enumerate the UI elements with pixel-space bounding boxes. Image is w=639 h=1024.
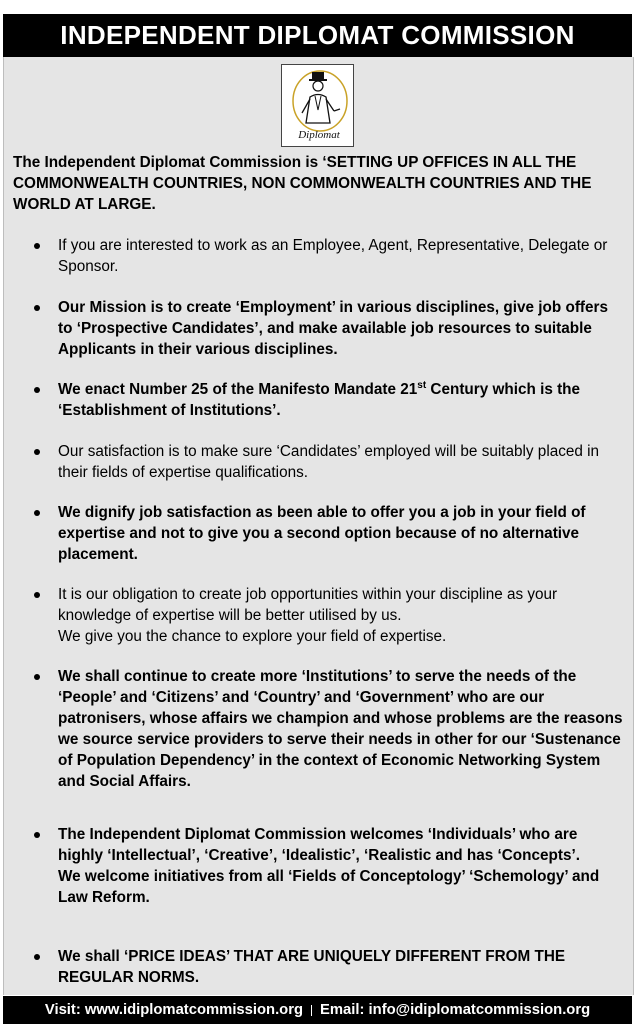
bullet-icon [34, 305, 40, 311]
list-item-text: We enact Number 25 of the Manifesto Mandate 21st Century which is the ‘Establishment of Institutions’. [58, 380, 581, 419]
footer-bar [3, 996, 632, 1024]
bullet-icon [34, 592, 40, 598]
header-banner [3, 14, 632, 57]
list-item [34, 502, 624, 565]
intro-statement: The Independent Diplomat Commission is ‘SETTING UP OFFICES IN ALL THE COMMONWEALTH COUNTRIES, NON COMMONWEALTH COUNTRIES AND THE WORLD AT LARGE. [13, 154, 592, 213]
list-item-text: Our satisfaction is to make sure ‘Candidates’ employed will be suitably placed in their fields of expertise qualifications. [58, 443, 600, 481]
list-item-text: It is our obligation to create job opportunities within your discipline as your knowledge of expertise will be better utilised by us. We give you the chance to explore your field of expertise. [58, 586, 558, 645]
list-item-text: If you are interested to work as an Employee, Agent, Representative, Delegate or Sponsor. [58, 237, 608, 275]
bullet-icon [34, 954, 40, 960]
list-item [34, 441, 624, 483]
bullet-icon [34, 243, 40, 249]
list-item-text: We shall ‘PRICE IDEAS’ THAT ARE UNIQUELY DIFFERENT FROM THE REGULAR NORMS. [58, 948, 566, 986]
footer-divider [311, 1005, 312, 1016]
website-link[interactable]: Visit: www.idiplomatcommission.org [44, 1002, 304, 1018]
list-item [34, 235, 624, 277]
diplomat-figure-logo-icon [282, 65, 353, 146]
list-item-text: We shall continue to create more ‘Institutions’ to serve the needs of the ‘People’ and ‘Citizens’ and ‘Country’ and ‘Government’ who are our patronisers, whose affairs we champion and whose problems are the reasons we source service providers to serve their needs in other for our ‘Sustenance of Population Dependency’ in the context of Economic Networking System and Social Affairs. [58, 668, 623, 790]
list-item [34, 379, 624, 421]
bullet-icon [34, 674, 40, 680]
list-item-text: The Independent Diplomat Commission welcomes ‘Individuals’ who are highly ‘Intellectual’, ‘Creative’, ‘Idealistic’, ‘Realistic and has ‘Concepts’. We welcome initiatives from all ‘Fields of Conceptology’ ‘Schemology’ and Law Reform. [58, 826, 600, 906]
bullet-icon [34, 832, 40, 838]
list-item [34, 946, 624, 988]
list-item [34, 824, 624, 908]
email-link[interactable]: Email: info@idiplomatcommission.org [320, 1002, 591, 1018]
page-title: INDEPENDENT DIPLOMAT COMMISSION [60, 20, 575, 50]
list-item-text: Our Mission is to create ‘Employment’ in various disciplines, give job offers to ‘Prospective Candidates’, and make available job resources to suitable Applicants in their various disciplines. [58, 299, 608, 358]
bullet-icon [34, 510, 40, 516]
diplomat-logo [281, 64, 354, 147]
logo-text: Diplomat [298, 129, 340, 141]
list-item [34, 666, 624, 792]
bullet-icon [34, 387, 40, 393]
list-item [34, 584, 624, 647]
list-item [34, 297, 624, 360]
bullet-icon [34, 449, 40, 455]
list-item-text: We dignify job satisfaction as been able to offer you a job in your field of expertise and not to give you a second option because of no alternative placement. [58, 504, 586, 563]
